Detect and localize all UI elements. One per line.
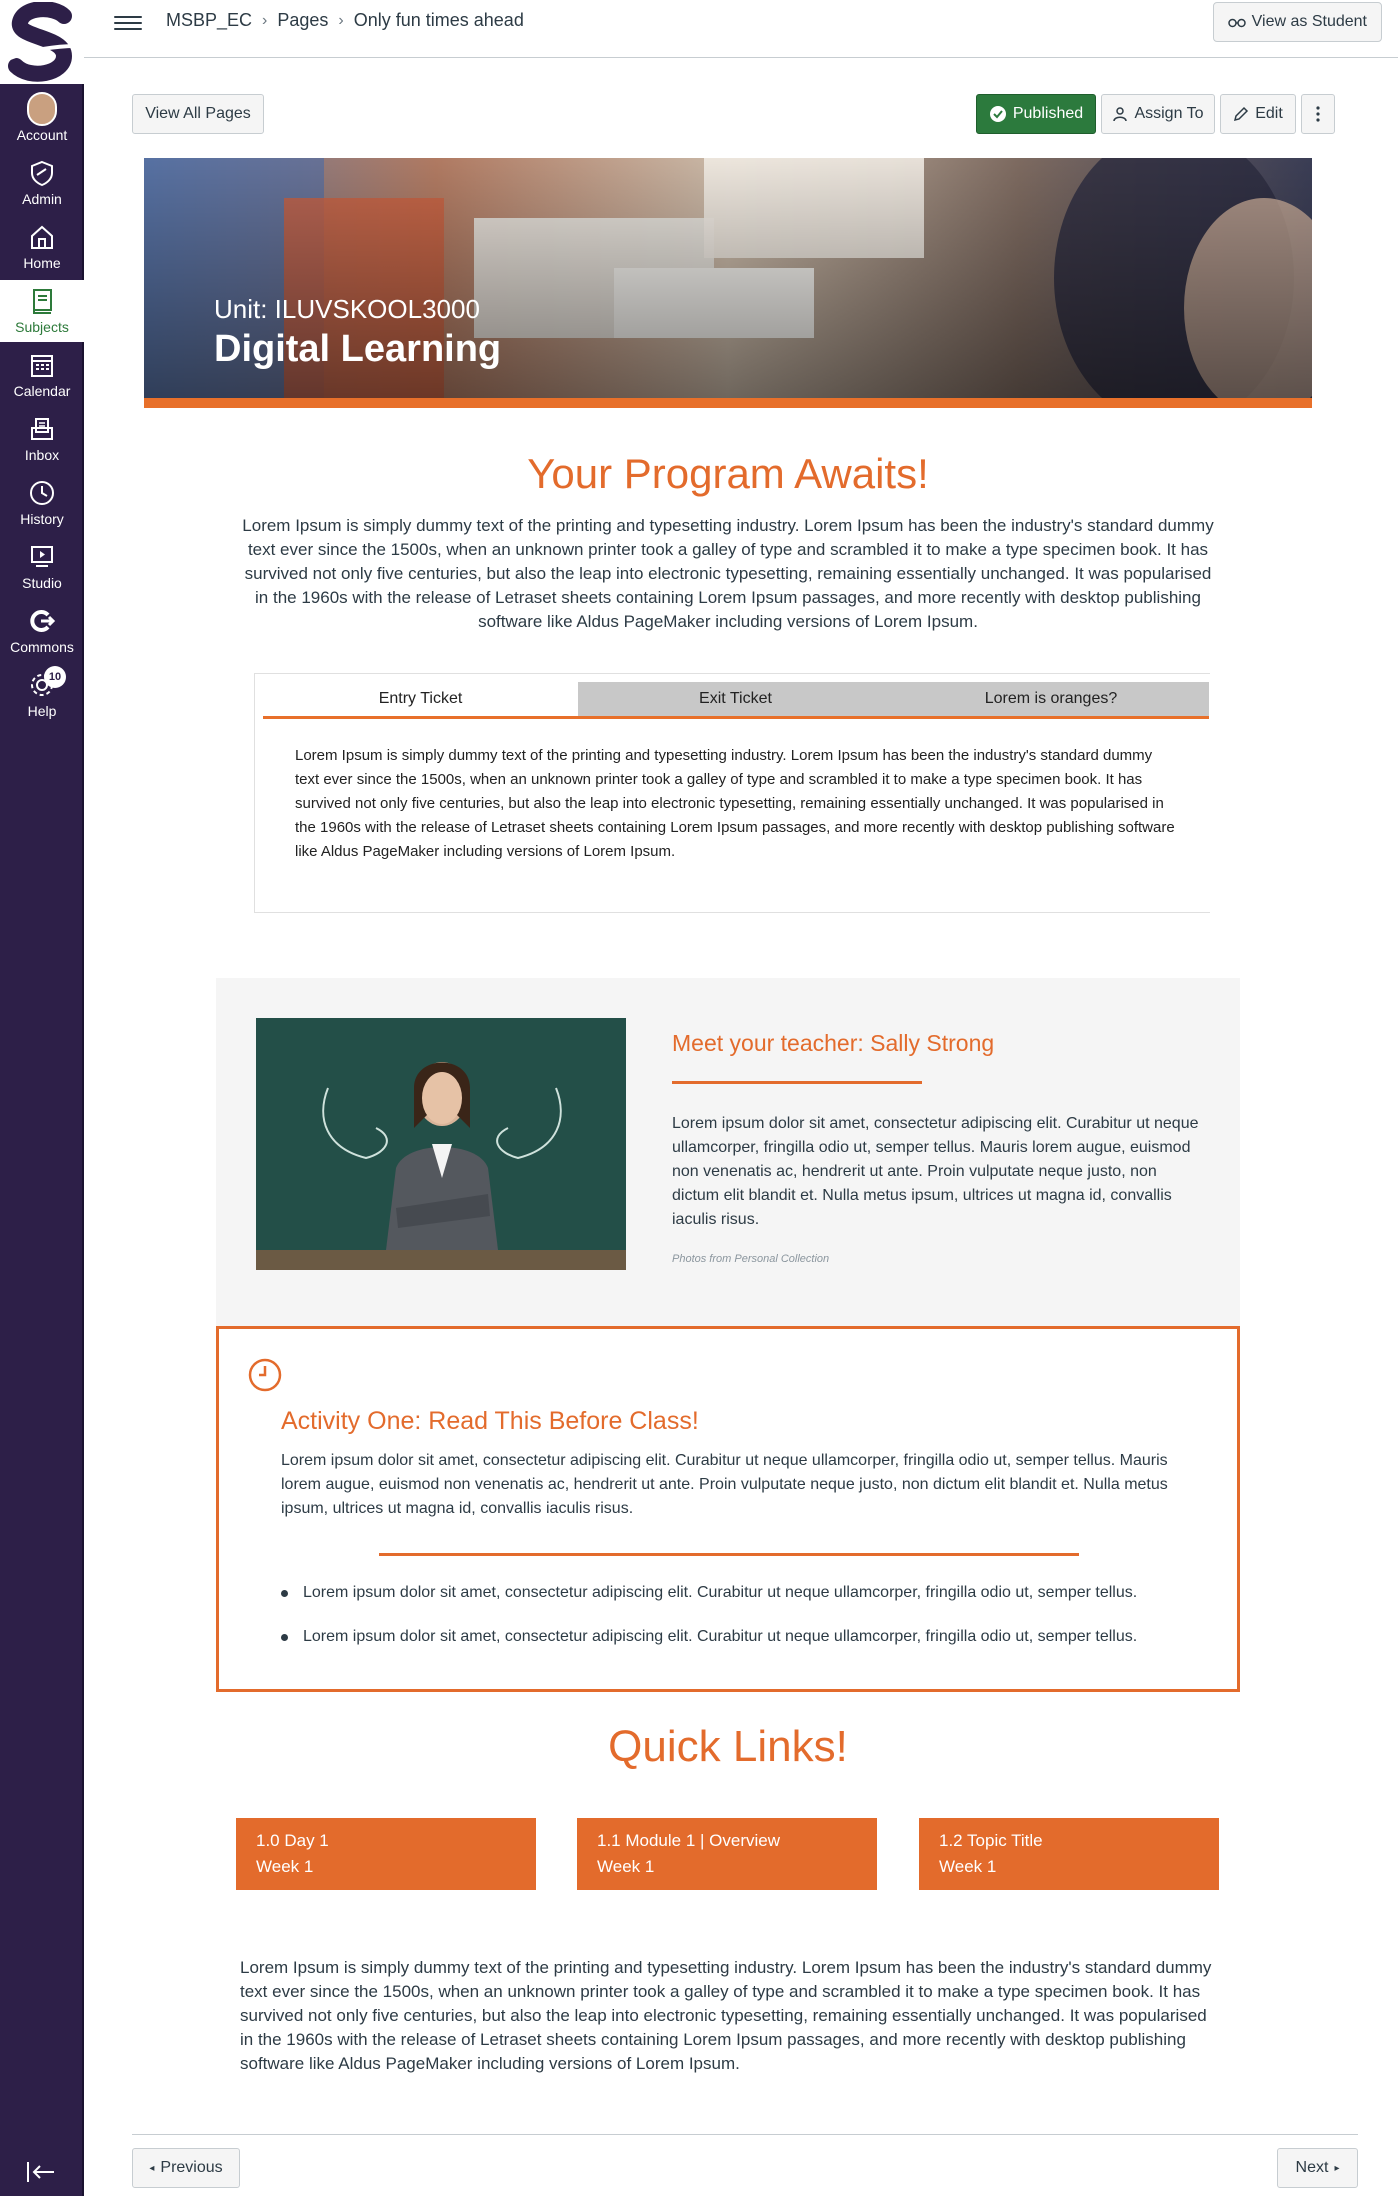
nav-admin[interactable] — [0, 152, 84, 214]
teacher-photo — [256, 1018, 626, 1270]
nav-commons[interactable] — [0, 600, 84, 662]
activity-text: Lorem ipsum dolor sit amet, consectetur adipiscing elit. Curabitur ut neque ullamcorper, fringilla odio ut, semper tellus. Mauris lorem augue, euismod non venenatis ac, hendrerit ut ante. Proin vulputate neque justo, non dictum elit blandit et. Nulla metus ipsum, ultrices ut magna id, convallis iaculis risus. — [281, 1452, 1168, 1517]
banner-title: Digital Learning — [214, 328, 502, 370]
nav-studio-label: Studio — [22, 575, 62, 591]
view-as-student-label: View as Student — [1251, 13, 1367, 30]
list-item: Lorem ipsum dolor sit amet, consectetur adipiscing elit. Curabitur ut neque ullamcorper, fringilla odio ut, semper tellus. — [279, 1625, 1219, 1669]
view-as-student-button[interactable] — [1213, 2, 1382, 42]
quick-link-subtitle: Week 1 — [597, 1857, 655, 1876]
intro-heading: Your Program Awaits! — [527, 450, 929, 497]
unit-banner — [144, 158, 1312, 408]
assign-to-button[interactable] — [1101, 94, 1215, 134]
teacher-bio: Lorem ipsum dolor sit amet, consectetur adipiscing elit. Curabitur ut neque ullamcorper, fringilla odio ut, semper tellus. Mauris lorem augue, euismod non venenatis ac, hendrerit ut ante. Proin vulputate neque justo, non dictum elit blandit et. Nulla metus ipsum, ultrices ut magna id, convallis iaculis risus. — [672, 1115, 1199, 1228]
nav-history-label: History — [20, 511, 64, 527]
user-icon — [1112, 106, 1128, 122]
banner-unit-code: Unit: ILUVSKOOL3000 — [214, 294, 480, 324]
next-button[interactable] — [1277, 2148, 1358, 2188]
home-icon — [28, 223, 56, 251]
hamburger-menu-icon[interactable] — [114, 12, 142, 34]
nav-inbox[interactable] — [0, 408, 84, 470]
nav-subjects-label: Subjects — [15, 319, 69, 335]
teacher-divider — [672, 1081, 922, 1084]
calendar-icon — [28, 351, 56, 379]
nav-calendar-label: Calendar — [13, 383, 71, 399]
nav-help-label: Help — [27, 703, 57, 719]
shield-icon — [28, 159, 56, 187]
published-button[interactable] — [976, 94, 1096, 134]
quick-link-subtitle: Week 1 — [256, 1857, 314, 1876]
nav-commons-label: Commons — [10, 639, 74, 655]
nav-calendar[interactable] — [0, 344, 84, 406]
check-circle-icon — [989, 105, 1007, 123]
previous-label: Previous — [160, 2159, 223, 2176]
activity-bullet-list — [279, 1581, 1219, 1669]
logo-s-icon — [6, 2, 78, 82]
chevron-right-icon: › — [262, 11, 268, 29]
help-badge: 10 — [44, 666, 66, 688]
teacher-section — [216, 978, 1240, 1326]
glasses-icon — [1228, 16, 1246, 28]
avatar — [27, 92, 57, 126]
activity-divider — [379, 1553, 1079, 1556]
teacher-heading: Meet your teacher: Sally Strong — [672, 1030, 995, 1056]
tab-exit-ticket[interactable]: Exit Ticket — [699, 690, 772, 707]
breadcrumb — [166, 10, 524, 31]
nav-subjects[interactable] — [0, 280, 84, 342]
quick-links-heading: Quick Links! — [608, 1722, 848, 1771]
published-label: Published — [1012, 105, 1084, 122]
assign-to-label: Assign To — [1134, 105, 1204, 122]
tab-entry-ticket[interactable]: Entry Ticket — [263, 682, 578, 716]
global-nav — [0, 0, 84, 2196]
quick-link-subtitle: Week 1 — [939, 1857, 997, 1876]
edit-button[interactable] — [1220, 94, 1296, 134]
activity-box — [216, 1326, 1240, 1692]
inbox-icon — [28, 415, 56, 443]
tab-panel-text: Lorem Ipsum is simply dummy text of the printing and typesetting industry. Lorem Ipsum has been the industry's standard dummy text ever since the 1500s, when an unknown printer took a galley of type and scrambled it to make a type specimen book. It has survived not only five centuries, but also the leap into electronic typesetting, remaining essentially unchanged. It was popularised in the 1960s with the release of Letraset sheets containing Lorem Ipsum passages, and more recently with desktop publishing software like Aldus PageMaker including versions of Lorem Ipsum. — [295, 747, 1175, 860]
more-options-button[interactable] — [1301, 94, 1335, 134]
top-bar — [84, 0, 1398, 58]
banner-accent-stripe — [144, 398, 1312, 408]
nav-admin-label: Admin — [22, 191, 62, 207]
kebab-menu-icon — [1316, 106, 1320, 122]
next-label: Next — [1295, 2159, 1329, 2176]
quick-link-title: 1.0 Day 1 — [256, 1831, 329, 1850]
breadcrumb-pages[interactable]: Pages — [277, 10, 329, 30]
list-item: Lorem ipsum dolor sit amet, consectetur adipiscing elit. Curabitur ut neque ullamcorper, fringilla odio ut, semper tellus. — [279, 1581, 1219, 1625]
activity-heading: Activity One: Read This Before Class! — [281, 1407, 699, 1435]
nav-inbox-label: Inbox — [24, 447, 60, 463]
footer-divider — [132, 2134, 1358, 2135]
nav-account-label: Account — [16, 127, 68, 143]
quick-link-title: 1.1 Module 1 | Overview — [597, 1831, 780, 1850]
caret-left-icon: ◂ — [149, 2162, 155, 2174]
tab-strip — [263, 682, 1209, 719]
pencil-icon — [1233, 106, 1249, 122]
edit-label: Edit — [1255, 105, 1283, 122]
nav-history[interactable] — [0, 472, 84, 534]
tab-lorem-oranges[interactable]: Lorem is oranges? — [984, 690, 1118, 707]
quick-link-title: 1.2 Topic Title — [939, 1831, 1043, 1850]
nav-help[interactable] — [0, 664, 84, 726]
studio-icon — [28, 543, 56, 571]
view-all-pages-button[interactable]: View All Pages — [132, 94, 264, 134]
collapse-nav-icon[interactable] — [26, 2160, 58, 2184]
breadcrumb-course[interactable]: MSBP_EC — [166, 10, 253, 30]
intro-text: Lorem Ipsum is simply dummy text of the printing and typesetting industry. Lorem Ipsum has been the industry's standard dummy text ever since the 1500s, when an unknown printer took a galley of type and scrambled it to make a type specimen book. It has survived not only five centuries, but also the leap into electronic typesetting, remaining essentially unchanged. It was popularised in the 1960s with the release of Letraset sheets containing Lorem Ipsum passages, and more recently with desktop publishing software like Aldus PageMaker including versions of Lorem Ipsum. — [242, 516, 1214, 631]
previous-button[interactable] — [132, 2148, 240, 2188]
quick-link-module-1[interactable] — [577, 1818, 877, 1890]
outro-text: Lorem Ipsum is simply dummy text of the printing and typesetting industry. Lorem Ipsum has been the industry's standard dummy text ever since the 1500s, when an unknown printer took a galley of type and scrambled it to make a type specimen book. It has survived not only five centuries, but also the leap into electronic typesetting, remaining essentially unchanged. It was popularised in the 1960s with the release of Letraset sheets containing Lorem Ipsum passages, and more recently with desktop publishing software like Aldus PageMaker including versions of Lorem Ipsum. — [240, 1958, 1212, 2073]
institution-logo[interactable] — [0, 0, 84, 84]
clock-icon — [247, 1357, 283, 1393]
commons-icon — [28, 607, 56, 635]
nav-account[interactable] — [0, 88, 84, 150]
nav-home-label: Home — [23, 255, 61, 271]
clock-icon — [28, 479, 56, 507]
breadcrumb-current: Only fun times ahead — [353, 10, 524, 30]
book-icon — [28, 287, 56, 315]
quick-link-topic-title[interactable] — [919, 1818, 1219, 1890]
caret-right-icon: ▸ — [1334, 2162, 1340, 2174]
nav-home[interactable] — [0, 216, 84, 278]
photo-caption: Photos from Personal Collection — [672, 1253, 830, 1265]
chevron-right-icon: › — [338, 11, 344, 29]
nav-studio[interactable] — [0, 536, 84, 598]
quick-link-day-1[interactable] — [236, 1818, 536, 1890]
tabs-widget — [254, 673, 1210, 913]
